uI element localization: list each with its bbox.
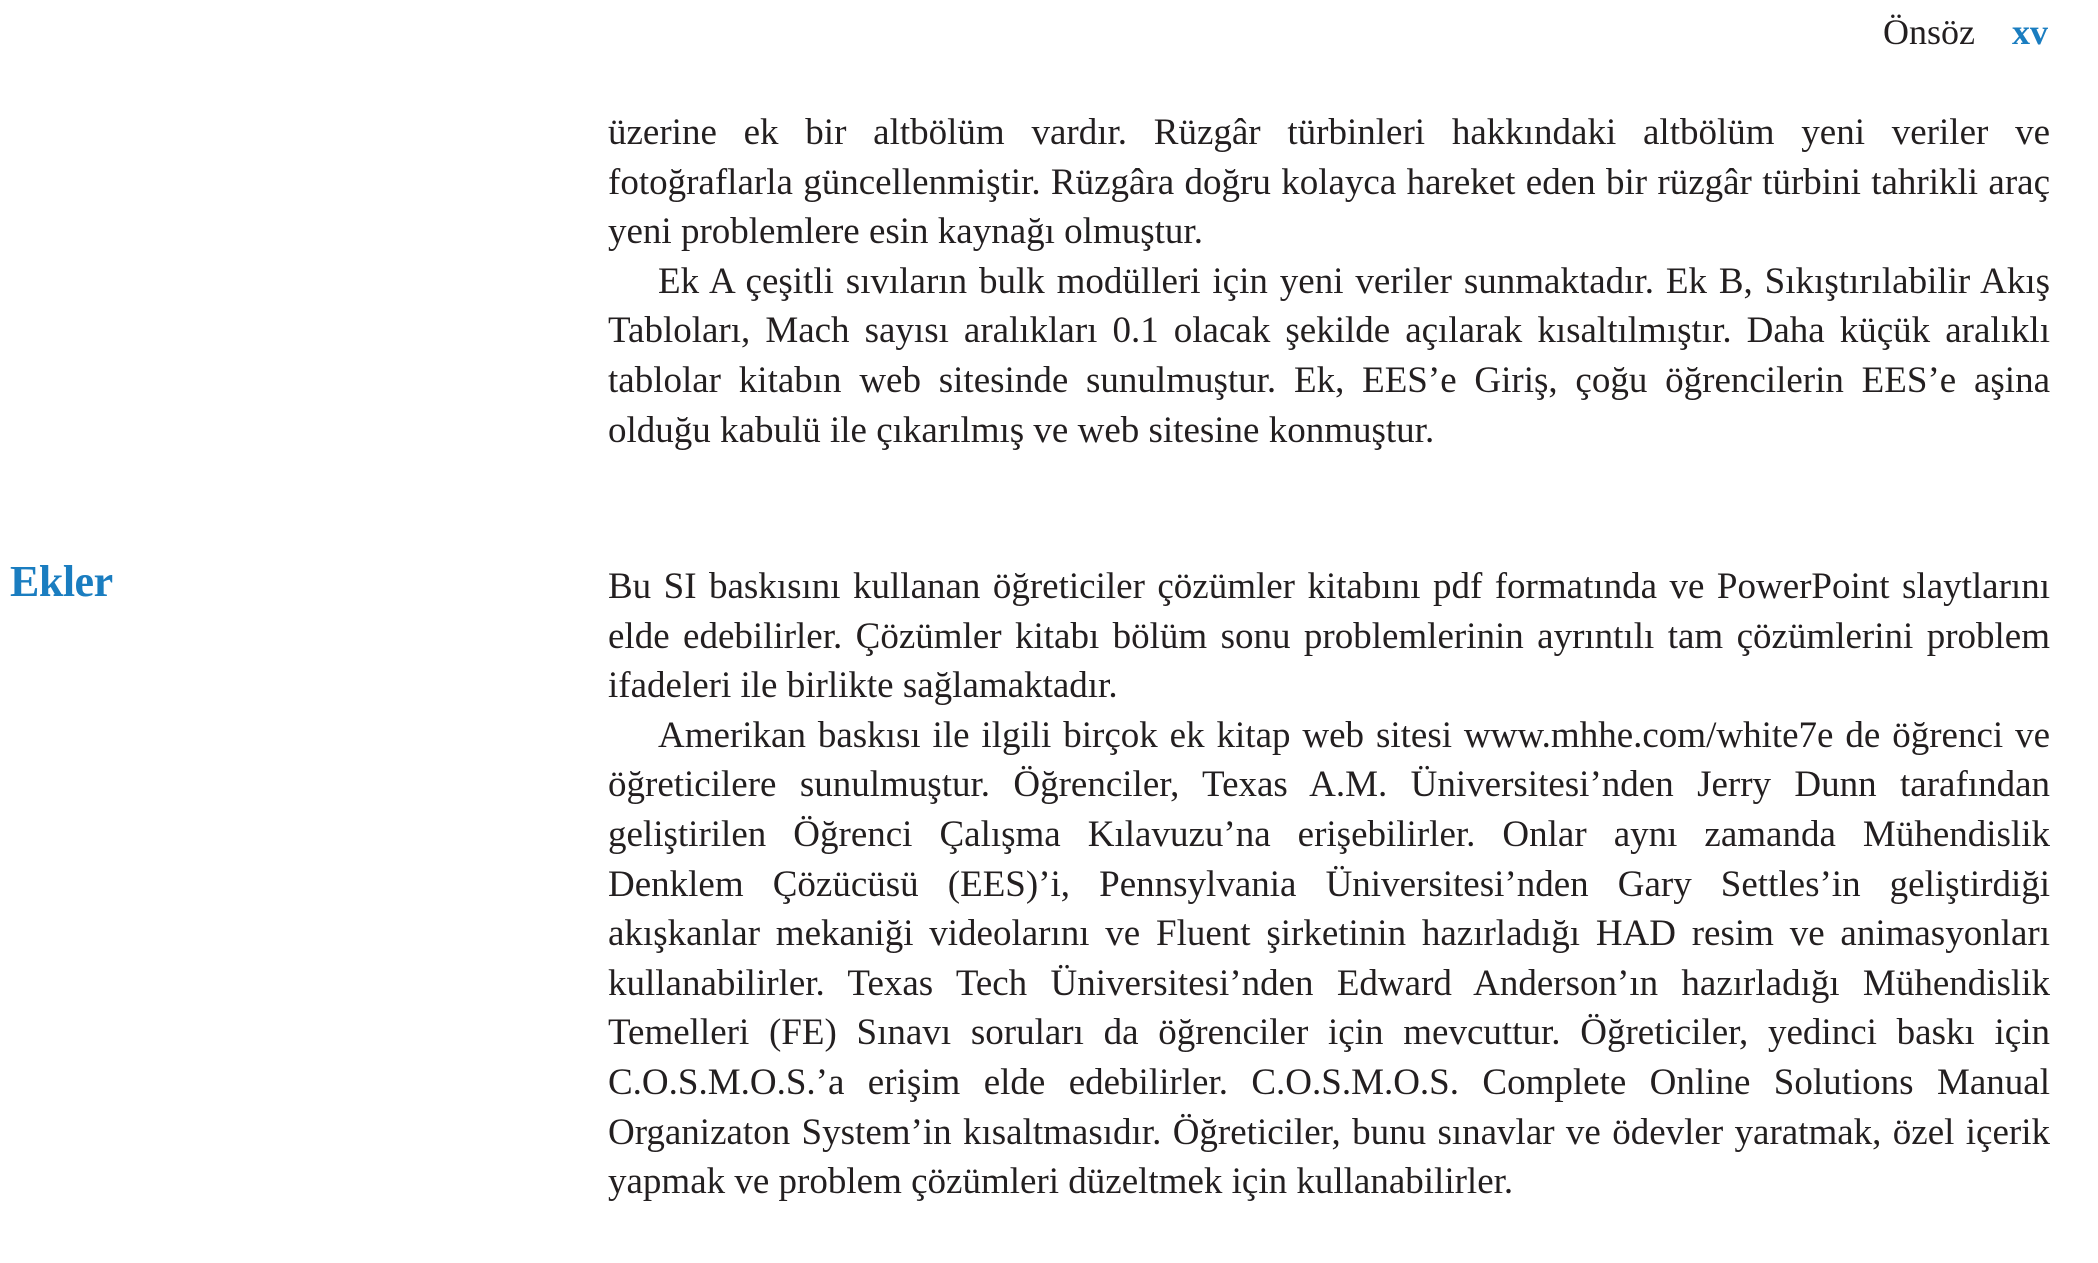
ekler-text-block	[608, 562, 2050, 1207]
paragraph: Amerikan baskısı ile ilgili birçok ek kitap web sitesi www.mhhe.com/white7e de öğrenci ve öğreticilere sunulmuştur. Öğrenciler, Texas A.M. Üniversitesi’nden Jerry Dunn tarafından geliştirilen Öğrenci Çalışma Kılavuzu’na erişebilirler. Onlar aynı zamanda Mühendislik Denklem Çözücüsü (EES)’i, Pennsylvania Üniversitesi’nden Gary Settles’in geliştirdiği akışkanlar mekaniği videolarını ve Fluent şirketinin hazırladığı HAD resim ve animasyonları kullanabilirler. Texas Tech Üniversitesi’nden Edward Anderson’ın hazırladığı Mühendislik Temelleri (FE) Sınavı soruları da öğrenciler için mevcuttur. Öğreticiler, yedinci baskı için C.O.S.M.O.S.’a erişim elde edebilirler. C.O.S.M.O.S. Complete Online Solutions Manual Organizaton System’in kısaltmasıdır. Öğreticiler, bunu sınavlar ve ödevler yaratmak, özel içerik yapmak ve problem çözümleri düzeltmek için kullanabilirler.	[608, 714, 2050, 1203]
paragraph: Bu SI baskısını kullanan öğreticiler çözümler kitabını pdf formatında ve PowerPoint slaytlarını elde edebilirler. Çözümler kitabı bölüm sonu problemlerinin ayrıntılı tam çözümlerini problem ifadeleri ile birlikte sağlamaktadır.	[608, 566, 2050, 707]
paragraph: üzerine ek bir altbölüm vardır. Rüzgâr türbinleri hakkındaki altbölüm yeni veriler ve fotoğraflarla güncellenmiştir. Rüzgâra doğru kolayca hareket eden bir rüzgâr türbini tahrikli araç yeni problemlere esin kaynağı olmuştur.	[608, 112, 2050, 253]
running-head-title: Önsöz	[1883, 12, 1975, 52]
section-heading-ekler: Ekler	[10, 557, 113, 606]
paragraph: Ek A çeşitli sıvıların bulk modülleri için yeni veriler sunmaktadır. Ek B, Sıkıştırılabilir Akış Tabloları, Mach sayısı aralıkları 0.1 olacak şekilde açılarak kısaltılmıştır. Daha küçük aralıklı tablolar kitabın web sitesinde sunulmuştur. Ek, EES’e Giriş, çoğu öğrencilerin EES’e aşina olduğu kabulü ile çıkarılmış ve web sitesine konmuştur.	[608, 260, 2050, 451]
intro-text-block	[608, 108, 2050, 455]
running-head	[1883, 10, 2048, 54]
page-number: xv	[2012, 12, 2048, 52]
